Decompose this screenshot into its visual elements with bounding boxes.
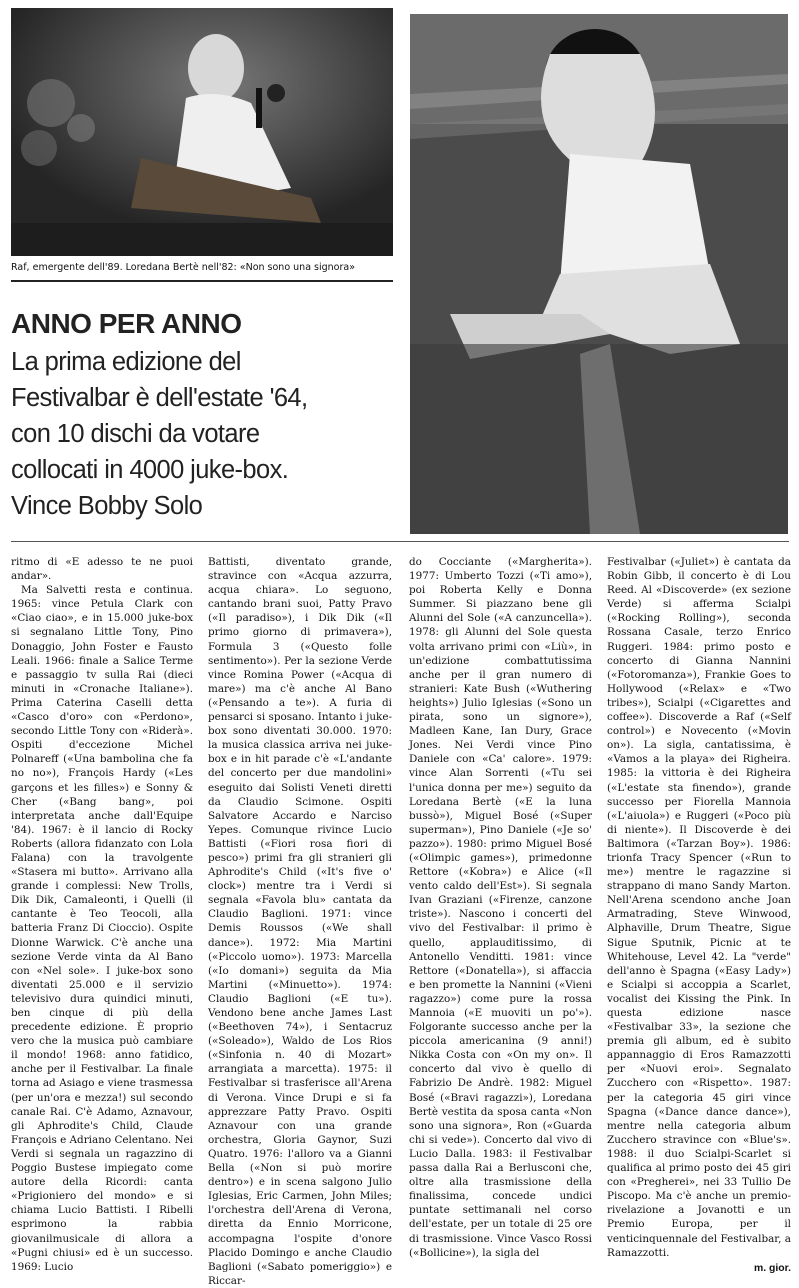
- divider-rule: [11, 541, 789, 542]
- photo-loredana-berte: [410, 14, 788, 534]
- paragraph: Ma Salvetti resta e continua. 1965: vince Petula Clark con «Ciao ciao», e in 15.000 juke-box si segnalano Little Tony, Pino Donaggio, John Foster e Fausto Leali. 1966: finale a Salice Terme e passaggio tv sulla Rai (dieci minuti in «Cronache Italiane»). Prima Caterina Caselli detta «Casco d'oro» con «Perdono», secondo Little Tony con «Riderà». Ospiti d'eccezione Michel Polnareff («Una bambolina che fa no no»), François Hardy («Les garçons et les filles») e Sonny & Cher («Bang bang», poi interpretata anche dall'Equipe '84). 1967: è il lancio di Rocky Roberts (allora fidanzato con Lola Falana) con la travolgente «Stasera mi butto». Arrivano alla grande i complessi: New Trolls, Dik Dik, Camaleonti, i Quelli (il cantante è Teo Teocoli, alla batteria Franz Di Cioccio). Ospite Dionne Warwick. C'è anche una sezione Verde vinta da Al Bano con «Nel sole». I juke-box sono diventati 25.000 e il servizio televisivo dura quindici minuti, ben cinque di più della precedente edizione. È proprio vero che la musica può cambiare il mondo! 1968: anno fatidico, anche per il Festivalbar. La finale torna ad Asiago e viene trasmessa (per un'ora e mezza!) sul secondo canale Rai. C'è Adamo, Aznavour, gli Aphrodite's Child, Claude François e Adriano Celentano. Nei Verdi si segnala un ragazzino di Poggio Bustese impiegato come autore della Ricordi: canta «Prigioniero del mondo» e si chiama Lucio Battisti. I Ribelli esprimono la rabbia giovanilmusicale di allora a «Pugni chiusi» ed è un successo. 1969: Lucio: [11, 584, 194, 1273]
- paragraph: Battisti, diventato grande, stravince con «Acqua azzurra, acqua chiara». Lo seguono, cantando brani suoi, Patty Pravo («Il paradiso»), i Dik Dik («Il primo giorno di primavera»), Formula 3 («Questo folle sentimento»). Per la sezione Verde vince Romina Power («Acqua di mare») ma c'è anche Al Bano («Pensando a te»). A furia di pensarci si sposano. Intanto i juke-box sono diventati 30.000. 1970: la musica classica arriva nei juke-box e in hit parade c'è «L'andante del concerto per due mandolini» eseguito dai Solisti Veneti diretti da Claudio Scimone. Ospiti Salvatore Accardo e Narciso Yepes. Comunque rivince Lucio Battisti («Fiori rosa fiori di pesco») primi fra gli stranieri gli Aphrodite's Child («It's five o' clock») mentre tra i Verdi si segnala «Favola blu» cantata da Claudio Baglioni. 1971: vince Demis Roussos («We shall dance»). 1972: Mia Martini («Piccolo uomo»). 1973: Marcella («Io domani») seguita da Mia Martini («Minuetto»). 1974: Claudio Baglioni («E tu»). Vendono bene anche James Last («Beethoven 74»), i Sentacruz («Soleado»), Waldo de Los Rios («Sinfonia n. 40 di Mozart» arrangiata a marcetta). 1975: il Festivalbar si trasferisce all'Arena di Verona. Vince Drupi e si fa apprezzare Patty Pravo. Ospiti Aznavour con una grande orchestra, Gloria Gaynor, Suzi Quatro. 1976: l'alloro va a Gianni Bella («Non si può morire dentro») e in scena salgono Julio Iglesias, Eric Carmen, John Miles; l'orchestra dell'Arena di Verona, diretta da Ennio Morricone, accompagna l'ospite d'onore Placido Domingo e anche Claudio Baglioni («Sabato pomeriggio») e Riccar-: [208, 556, 392, 1287]
- photo-caption: Raf, emergente dell'89. Loredana Bertè nell'82: «Non sono una signora»: [11, 262, 393, 282]
- author-signature: m. gior.: [754, 1262, 791, 1274]
- headline-line: collocati in 4000 juke-box.: [11, 456, 289, 484]
- article-column-1: [11, 555, 193, 1274]
- article-column-2: [208, 555, 392, 1288]
- headline: [11, 344, 403, 524]
- headline-line: Festivalbar è dell'estate '64,: [11, 384, 308, 412]
- article-column-4: [607, 555, 791, 1276]
- paragraph: Festivalbar («Juliet») è cantata da Robin Gibb, il concerto è di Lou Reed. Al «Discoverde» (ex sezione Verde) si afferma Scialpi («Rocking Rolling»), seconda Rossana Casale, terzo Enrico Ruggeri. 1984: primo posto e concerto di Gianna Nannini («Fotoromanza»), Frankie Goes to Hollywood («Relax» e «Two tribes»), Scialpi («Cigarettes and coffee»). Discoverde a Raf («Self control») e Novecento («Movin on»). La sigla, cantatissima, è «Vamos a la playa» dei Righeira. 1985: la vittoria è dei Righeira («L'estate sta finendo»), grande successo per Fiorella Mannoia («L'aiuola») e Ruggeri («Poco più di niente»). Il Discoverde è dei Baltimora («Tarzan Boy»). 1986: trionfa Tracy Spencer («Run to me») mentre le ragazzine si strappano di mano Sandy Marton. Nell'Arena scendono anche Joan Armatrading, Steve Winwood, Alphaville, Drum Theatre, Sigue Sigue Sputnik, Picnic at te Whitehouse, Level 42. La "verde" dell'anno è Spagna («Easy Lady») e Scialpi si accoppia a Scarlet, vocalist dei Kissing the Pink. In questa edizione nasce «Festivalbar 33», la sezione che premia gli album, ed è subito appannaggio di Eros Ramazzotti per «Nuovi eroi». Segnalato Zucchero con «Rispetto». 1987: per la categoria 45 giri vince Spagna («Dance dance dance»), mentre nella categoria album Zucchero stravince con «Blue's». 1988: il duo Scialpi-Scarlet si qualifica al primo posto dei 45 giri con «Pregherei», nei 33 Tullio De Piscopo. Ma c'è anche un premio-rivelazione a Jovanotti e un Premio Europa, per il venticinquennale del Festivalbar, a Ramazzotti.: [607, 556, 791, 1259]
- headline-line: La prima edizione del: [11, 348, 241, 376]
- section-kicker: ANNO PER ANNO: [11, 308, 242, 339]
- headline-line: con 10 dischi da votare: [11, 420, 260, 448]
- paragraph: do Cocciante («Margherita»). 1977: Umberto Tozzi («Ti amo»), poi Roberta Kelly e Donna Summer. Si piazzano bene gli Alunni del Sole («A canzuncella»). 1978: gli Alunni del Sole questa volta arrivano primi con «Liù», in un'edizione combattutissima anche per il gran numero di stranieri: Kate Bush («Wuthering heights») Julio Iglesias («Sono un pirata, sono un signore»), Madleen Kane, Ian Dury, Grace Jones. Nei Verdi vince Pino Daniele con «Ca' calore». 1979: vince Alan Sorrenti («Tu sei l'unica donna per me») seguito da Loredana Bertè («E la luna bussò»), Miguel Bosé («Super superman»), Pino Daniele («Je so' pazzo»). 1980: primo Miguel Bosé («Olimpic games»), primedonne Rettore («Kobra») e Alice («Il vento caldo dell'Est»). Si segnala Ivan Graziani («Firenze, canzone triste»). Nascono i concerti del vivo del Festivalbar: il primo è quello, applauditissimo, di Antonello Venditti. 1981: vince Rettore («Donatella»), si affaccia e ben promette la Nannini («Vieni ragazzo») come pure la rossa Mannoia («E muoviti un po'»). Folgorante successo anche per la piccola americanina (9 anni!) Nikka Costa con «On my on». Il concerto dal vivo è quello di Fabrizio De Andrè. 1982: Miguel Bosé («Bravi ragazzi»), Loredana Bertè vestita da sposa canta «Non sono una signora», Ron («Guarda chi si vede»). Concerto dal vivo di Lucio Dalla. 1983: il Festivalbar passa dalla Rai a Berlusconi che, oltre alla trasmissione della finalissima, concede undici puntate settimanali nel corso dell'estate, per un totale di 25 ore di trasmissione. Vince Vasco Rossi («Bollicine»), la sigla del: [409, 556, 592, 1259]
- headline-line: Vince Bobby Solo: [11, 492, 203, 520]
- paragraph: ritmo di «E adesso te ne puoi andar».: [11, 556, 193, 583]
- photo-raf: [11, 8, 393, 256]
- article-column-3: [409, 555, 592, 1260]
